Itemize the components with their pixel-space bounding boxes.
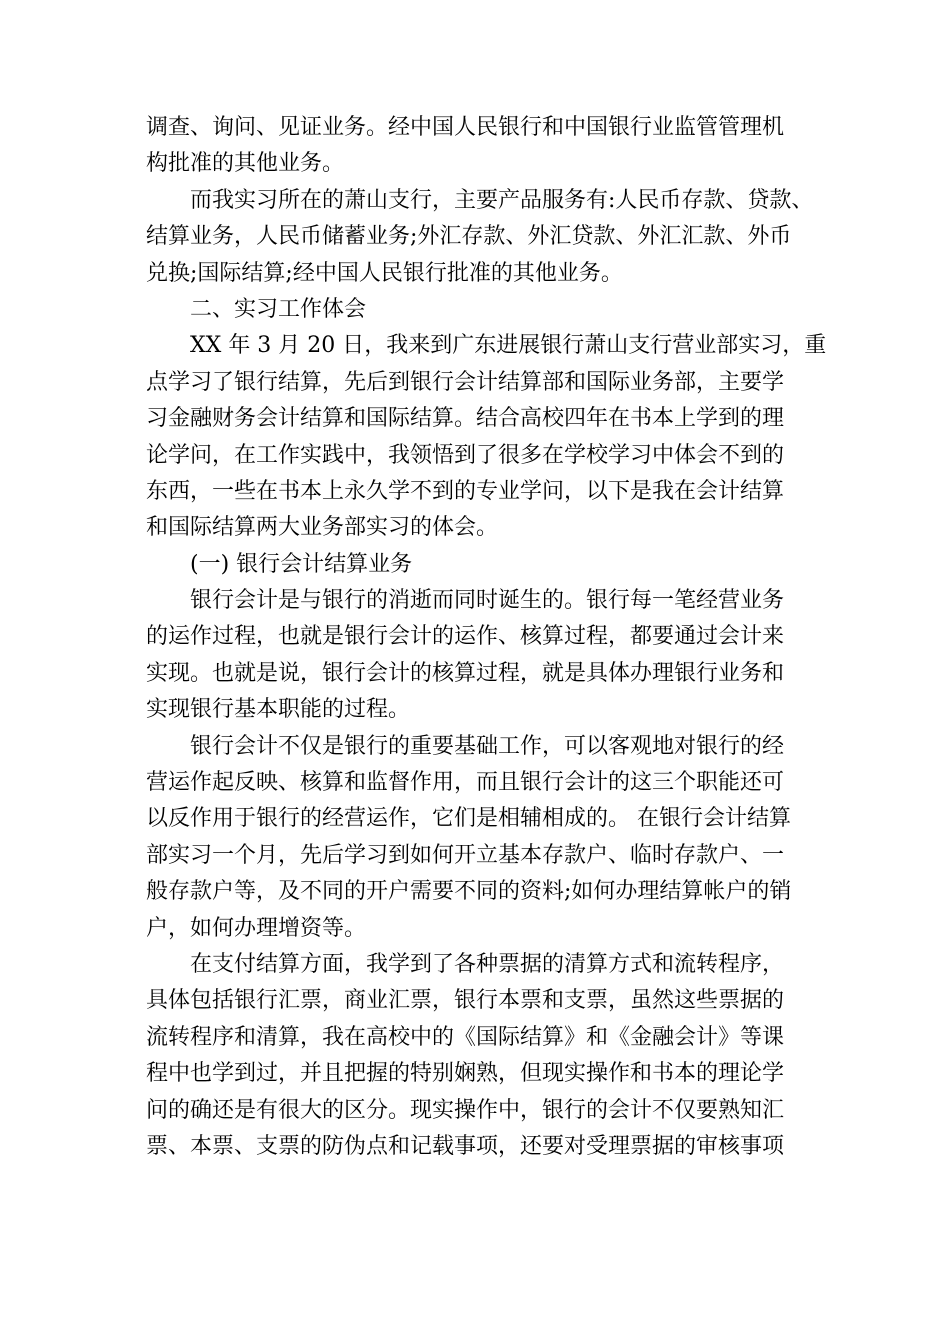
text-line: 部实习一个月，先后学习到如何开立基本存款户、临时存款户、一: [146, 842, 785, 868]
text-line: 户，如何办理增资等。: [146, 915, 367, 941]
text-line: 问的确还是有很大的区分。现实操作中，银行的会计不仅要熟知汇: [146, 1097, 785, 1123]
text-line: 的运作过程，也就是银行会计的运作、核算过程，都要通过会计来: [146, 624, 785, 650]
text-line: 以反作用于银行的经营运作，它们是相辅相成的。 在银行会计结算: [146, 806, 791, 832]
text-line: 般存款户等，及不同的开户需要不同的资料;如何办理结算帐户的销: [146, 879, 792, 905]
text-line: 营运作起反映、核算和监督作用，而且银行会计的这三个职能还可: [146, 770, 785, 796]
text-line: 和国际结算两大业务部实习的体会。: [146, 515, 499, 541]
text-line: 结算业务，人民币储蓄业务;外汇存款、外汇贷款、外汇汇款、外币: [146, 224, 792, 250]
text-line: 票、本票、支票的防伪点和记载事项，还要对受理票据的审核事项: [146, 1133, 785, 1159]
text-line: 银行会计是与银行的消逝而同时诞生的。银行每一笔经营业务: [190, 588, 785, 614]
text-line: 程中也学到过，并且把握的特别娴熟，但现实操作和书本的理论学: [146, 1061, 785, 1087]
text-line: 兑换;国际结算;经中国人民银行批准的其他业务。: [146, 260, 623, 286]
text-line: 而我实习所在的萧山支行，主要产品服务有:人民币存款、贷款、: [190, 187, 814, 213]
text-line: 实现。也就是说，银行会计的核算过程，就是具体办理银行业务和: [146, 660, 785, 686]
document-body: [146, 110, 827, 1165]
text-line: 构批准的其他业务。: [146, 151, 345, 177]
text-line: 习金融财务会计结算和国际结算。结合高校四年在书本上学到的理: [146, 406, 785, 432]
text-line: (一) 银行会计结算业务: [190, 551, 413, 577]
text-line: 具体包括银行汇票，商业汇票，银行本票和支票，虽然这些票据的: [146, 988, 785, 1014]
text-line: 流转程序和清算，我在高校中的《国际结算》和《金融会计》等课: [146, 1024, 785, 1050]
text-line: 东西，一些在书本上永久学不到的专业学问，以下是我在会计结算: [146, 478, 785, 504]
text-line: 在支付结算方面，我学到了各种票据的清算方式和流转程序，: [190, 951, 785, 977]
text-line: 调查、询问、见证业务。经中国人民银行和中国银行业监管管理机: [146, 115, 785, 140]
text-line: 实现银行基本职能的过程。: [146, 697, 411, 723]
text-line: 论学问，在工作实践中，我领悟到了很多在学校学习中体会不到的: [146, 442, 785, 468]
text-line: 点学习了银行结算，先后到银行会计结算部和国际业务部，主要学: [146, 369, 785, 395]
text-line: XX 年 3 月 20 日，我来到广东进展银行萧山支行营业部实习，重: [190, 333, 827, 359]
text-line: 二、实习工作体会: [190, 296, 367, 322]
text-line: 银行会计不仅是银行的重要基础工作，可以客观地对银行的经: [190, 733, 785, 759]
